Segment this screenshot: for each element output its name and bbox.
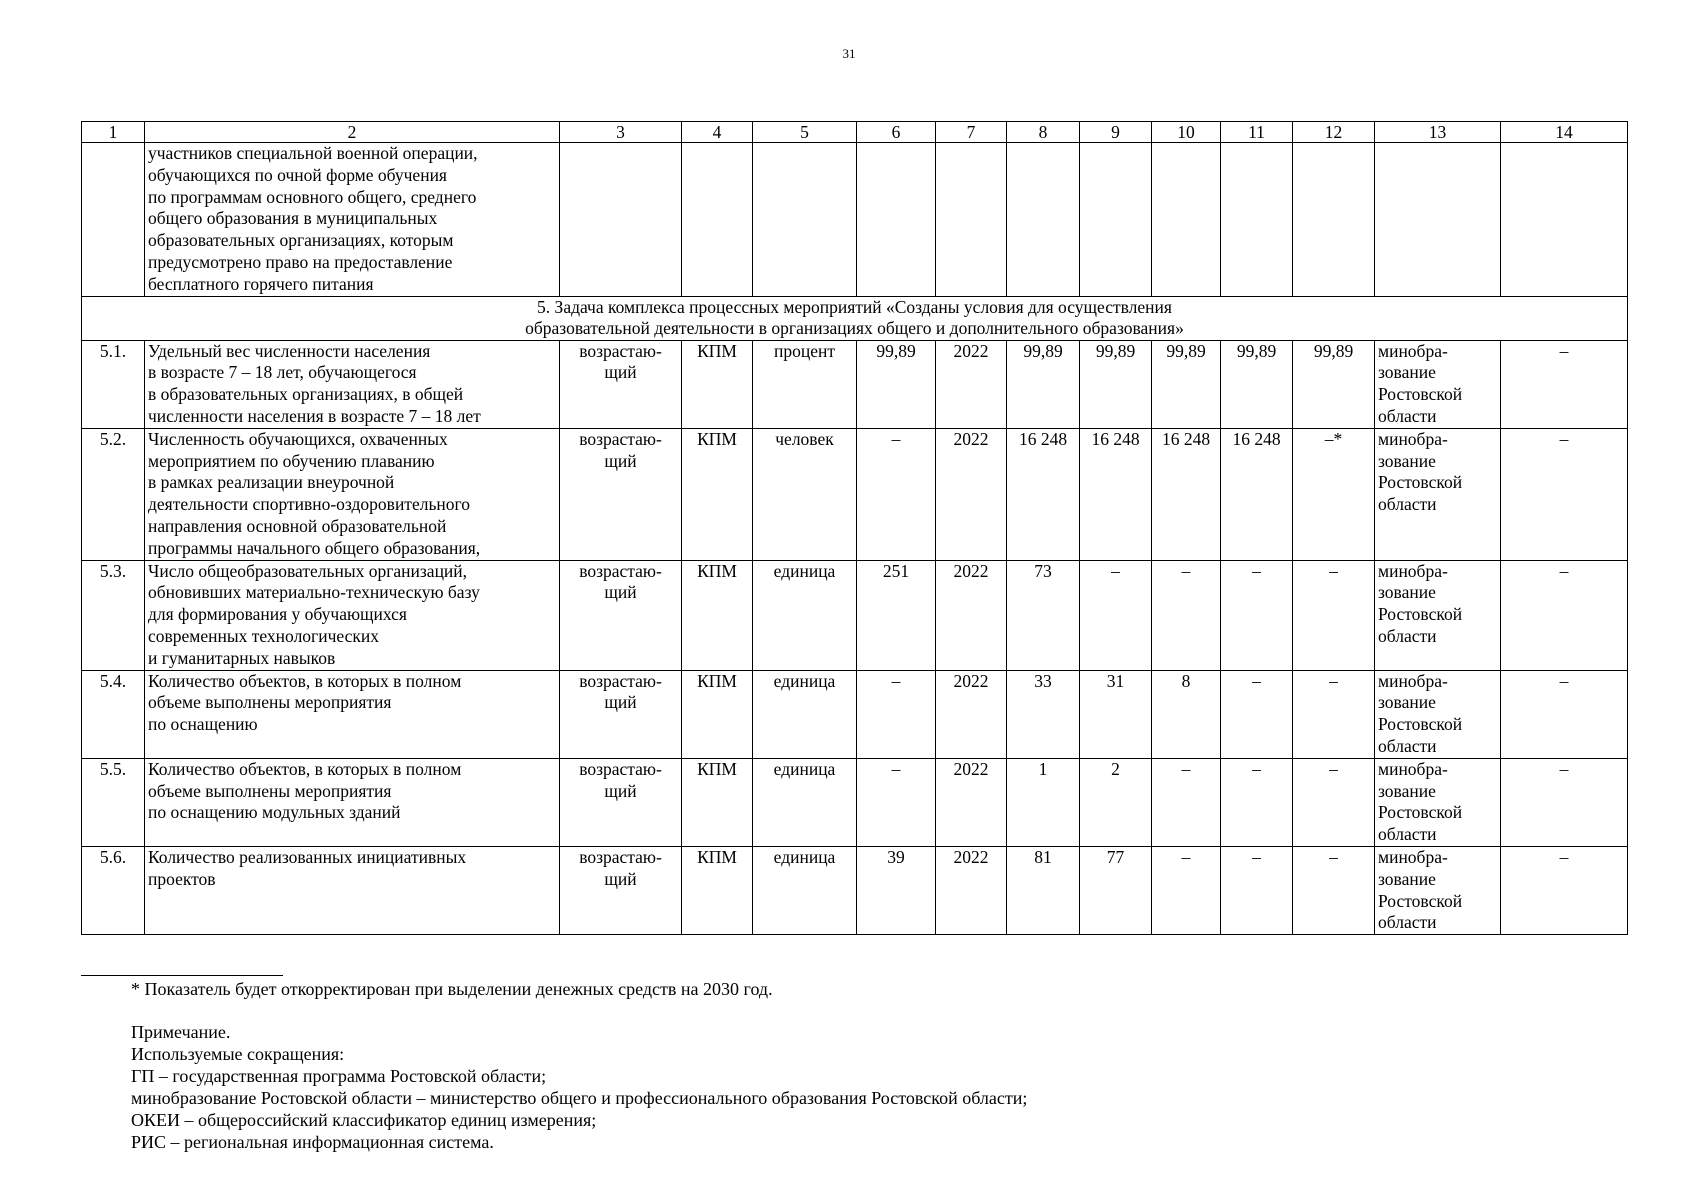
cell-v8: 99,89 [1007, 340, 1080, 428]
cell-level: КПМ [682, 428, 753, 560]
indicator-name-line: проектов [148, 868, 216, 889]
empty-cell [1080, 143, 1152, 297]
responsible-line: зование [1378, 692, 1436, 713]
cell-v9: 31 [1080, 670, 1152, 758]
table-row [82, 670, 1628, 758]
cell-14: – [1501, 670, 1628, 758]
cell-v8: 33 [1007, 670, 1080, 758]
responsible-line: минобра- [1378, 846, 1448, 867]
indicator-name-line: программы начального общего образования, [148, 537, 481, 558]
responsible [1375, 340, 1501, 428]
responsible-line: области [1378, 824, 1437, 845]
section-title [82, 296, 1628, 340]
cell-unit: единица [753, 560, 857, 670]
cell-base: 251 [857, 560, 936, 670]
cell-v10: 99,89 [1152, 340, 1221, 428]
indicator-name-line: Количество объектов, в которых в полном [148, 758, 462, 779]
trend-line: щий [604, 868, 637, 889]
cell-level: КПМ [682, 340, 753, 428]
indicator-name-line: Удельный вес численности населения [148, 340, 431, 361]
indicator-name-line: объеме выполнены мероприятия [148, 780, 392, 801]
cell-v11: 16 248 [1221, 428, 1293, 560]
continuation-row [82, 143, 1628, 297]
row-number: 5.6. [82, 846, 145, 934]
responsible-line: Ростовской [1378, 604, 1463, 625]
trend-line: возрастаю- [579, 428, 662, 449]
cell-base: 39 [857, 846, 936, 934]
cell-base: – [857, 670, 936, 758]
empty-cell [1007, 143, 1080, 297]
responsible-line: Ростовской [1378, 384, 1463, 405]
responsible-line: зование [1378, 450, 1436, 471]
cell-base: 99,89 [857, 340, 936, 428]
indicator-name-line: обновивших материально-техническую базу [148, 582, 480, 603]
responsible-line: области [1378, 735, 1437, 756]
row-number: 5.1. [82, 340, 145, 428]
header-cell: 3 [560, 122, 682, 143]
empty-cell [1152, 143, 1221, 297]
cell-14: – [1501, 758, 1628, 846]
cell-14: – [1501, 340, 1628, 428]
responsible-line: минобра- [1378, 340, 1448, 361]
table-row [82, 428, 1628, 560]
cell-v9: – [1080, 560, 1152, 670]
responsible-line: минобра- [1378, 670, 1448, 691]
cell-v11: – [1221, 670, 1293, 758]
header-cell: 7 [936, 122, 1007, 143]
trend-line: щий [604, 450, 637, 471]
cell-v9: 77 [1080, 846, 1152, 934]
responsible-line: области [1378, 625, 1437, 646]
section-title-line: 5. Задача комплекса процессных мероприятий «Созданы условия для осуществления [537, 296, 1172, 317]
indicator-name-line: в рамках реализации внеурочной [148, 472, 395, 493]
table-row [82, 560, 1628, 670]
notes [131, 1021, 1027, 1153]
header-cell: 12 [1293, 122, 1375, 143]
empty-cell [936, 143, 1007, 297]
responsible-line: зование [1378, 780, 1436, 801]
indicator-name [145, 560, 560, 670]
responsible-line: минобра- [1378, 560, 1448, 581]
trend-line: возрастаю- [579, 846, 662, 867]
trend [560, 560, 682, 670]
page-number: 31 [842, 46, 856, 61]
cell-14: – [1501, 846, 1628, 934]
header-cell: 10 [1152, 122, 1221, 143]
cell-v12: 99,89 [1293, 340, 1375, 428]
cell-v9: 16 248 [1080, 428, 1152, 560]
indicator-name [145, 670, 560, 758]
indicator-name-line: по оснащению модульных зданий [148, 802, 401, 823]
cell-v8: 81 [1007, 846, 1080, 934]
header-cell: 9 [1080, 122, 1152, 143]
empty-cell [1293, 143, 1375, 297]
cell-unit: человек [753, 428, 857, 560]
cell-v11: – [1221, 846, 1293, 934]
indicator-name-line: в возрасте 7 – 18 лет, обучающегося [148, 362, 417, 383]
empty-cell [1501, 143, 1628, 297]
note-line: ОКЕИ – общероссийский классификатор единиц измерения; [131, 1110, 597, 1130]
cell-level: КПМ [682, 758, 753, 846]
responsible-line: области [1378, 494, 1437, 515]
indicator-name-line: в образовательных организациях, в общей [148, 384, 464, 405]
responsible-line: минобра- [1378, 428, 1448, 449]
cell-year: 2022 [936, 340, 1007, 428]
responsible [1375, 670, 1501, 758]
cell-14: – [1501, 428, 1628, 560]
note-line: Примечание. [131, 1022, 231, 1042]
indicator-name [145, 143, 560, 297]
indicator-name [145, 340, 560, 428]
responsible-line: Ростовской [1378, 472, 1463, 493]
empty-cell [1221, 143, 1293, 297]
header-cell: 8 [1007, 122, 1080, 143]
indicator-name-line: деятельности спортивно-оздоровительного [148, 494, 471, 515]
responsible-line: Ростовской [1378, 714, 1463, 735]
cell-v11: – [1221, 560, 1293, 670]
responsible-line: области [1378, 405, 1437, 426]
indicator-name-line: современных технологических [148, 625, 379, 646]
header-cell: 1 [82, 122, 145, 143]
trend-line: возрастаю- [579, 758, 662, 779]
trend-line: возрастаю- [579, 670, 662, 691]
footnote: * Показатель будет откорректирован при выделении денежных средств на 2030 год. [131, 979, 773, 999]
cell-v8: 16 248 [1007, 428, 1080, 560]
indicator-name-line: бесплатного горячего питания [148, 273, 374, 294]
responsible-line: минобра- [1378, 758, 1448, 779]
empty-cell [560, 143, 682, 297]
cell-v10: 16 248 [1152, 428, 1221, 560]
indicator-name [145, 846, 560, 934]
row-number: 5.5. [82, 758, 145, 846]
cell-v11: 99,89 [1221, 340, 1293, 428]
cell-level: КПМ [682, 560, 753, 670]
cell-v10: – [1152, 560, 1221, 670]
note-line: Используемые сокращения: [131, 1044, 345, 1064]
indicator-name [145, 428, 560, 560]
indicator-name-line: направления основной образовательной [148, 515, 447, 536]
responsible-line: зование [1378, 362, 1436, 383]
cell-unit: процент [753, 340, 857, 428]
responsible-line: зование [1378, 582, 1436, 603]
header-cell: 14 [1501, 122, 1628, 143]
header-cell: 6 [857, 122, 936, 143]
indicator-name [145, 758, 560, 846]
note-line: минобразование Ростовской области – министерство общего и профессионального образования Ростовской области; [131, 1088, 1028, 1108]
cell-v10: – [1152, 758, 1221, 846]
empty-cell [857, 143, 936, 297]
trend-line: щий [604, 582, 637, 603]
cell-base: – [857, 758, 936, 846]
trend-line: возрастаю- [579, 560, 662, 581]
responsible-line: Ростовской [1378, 802, 1463, 823]
note-line: ГП – государственная программа Ростовской области; [131, 1066, 547, 1086]
indicator-name-line: мероприятием по обучению плаванию [148, 450, 435, 471]
cell-unit: единица [753, 670, 857, 758]
indicator-name-line: участников специальной военной операции, [148, 143, 478, 163]
indicator-name-line: численности населения в возрасте 7 – 18 лет [148, 405, 481, 426]
indicator-name-line: по оснащению [148, 714, 258, 735]
table-row [82, 846, 1628, 934]
header-cell: 4 [682, 122, 753, 143]
responsible-line: Ростовской [1378, 890, 1463, 911]
trend-line: возрастаю- [579, 340, 662, 361]
header-cell: 2 [145, 122, 560, 143]
empty-cell [753, 143, 857, 297]
cell-v9: 2 [1080, 758, 1152, 846]
cell-v8: 1 [1007, 758, 1080, 846]
cell-v9: 99,89 [1080, 340, 1152, 428]
cell-level: КПМ [682, 670, 753, 758]
indicator-name-line: для формирования у обучающихся [148, 604, 407, 625]
indicator-name-line: по программам основного общего, среднего [148, 186, 477, 207]
indicator-name-line: Количество объектов, в которых в полном [148, 670, 462, 691]
cell-year: 2022 [936, 560, 1007, 670]
table-row [82, 758, 1628, 846]
cell-v12: – [1293, 758, 1375, 846]
trend-line: щий [604, 780, 637, 801]
cell-year: 2022 [936, 758, 1007, 846]
cell-v8: 73 [1007, 560, 1080, 670]
row-number: 5.3. [82, 560, 145, 670]
cell-level: КПМ [682, 846, 753, 934]
cell-v10: 8 [1152, 670, 1221, 758]
section-title-line: образовательной деятельности в организациях общего и дополнительного образования» [525, 318, 1184, 339]
empty-cell [1375, 143, 1501, 297]
trend [560, 670, 682, 758]
indicator-name-line: образовательных организациях, которым [148, 230, 454, 251]
responsible [1375, 428, 1501, 560]
trend-line: щий [604, 692, 637, 713]
cell-v12: – [1293, 670, 1375, 758]
header-cell: 5 [753, 122, 857, 143]
header-row [82, 122, 1628, 143]
trend [560, 846, 682, 934]
cell-14: – [1501, 560, 1628, 670]
trend-line: щий [604, 362, 637, 383]
responsible-line: области [1378, 912, 1437, 933]
section-title-row [82, 296, 1628, 340]
row-number: 5.2. [82, 428, 145, 560]
header-cell: 11 [1221, 122, 1293, 143]
note-line: РИС – региональная информационная система. [131, 1132, 494, 1152]
trend [560, 428, 682, 560]
empty-cell [82, 143, 145, 297]
indicator-name-line: Численность обучающихся, охваченных [148, 428, 448, 449]
indicator-name-line: предусмотрено право на предоставление [148, 251, 453, 272]
cell-unit: единица [753, 846, 857, 934]
responsible [1375, 846, 1501, 934]
empty-cell [682, 143, 753, 297]
cell-year: 2022 [936, 846, 1007, 934]
indicators-table [81, 121, 1628, 935]
cell-v12: – [1293, 560, 1375, 670]
cell-v12: –* [1293, 428, 1375, 560]
header-cell: 13 [1375, 122, 1501, 143]
cell-v12: – [1293, 846, 1375, 934]
indicator-name-line: Число общеобразовательных организаций, [148, 560, 468, 581]
cell-year: 2022 [936, 428, 1007, 560]
cell-base: – [857, 428, 936, 560]
responsible [1375, 560, 1501, 670]
table-row [82, 340, 1628, 428]
indicator-name-line: Количество реализованных инициативных [148, 846, 467, 867]
trend [560, 340, 682, 428]
cell-v10: – [1152, 846, 1221, 934]
footnote-rule [81, 975, 283, 976]
responsible-line: зование [1378, 868, 1436, 889]
trend [560, 758, 682, 846]
row-number: 5.4. [82, 670, 145, 758]
responsible [1375, 758, 1501, 846]
cell-year: 2022 [936, 670, 1007, 758]
cell-unit: единица [753, 758, 857, 846]
indicator-name-line: обучающихся по очной форме обучения [148, 164, 447, 185]
cell-v11: – [1221, 758, 1293, 846]
indicator-name-line: объеме выполнены мероприятия [148, 692, 392, 713]
indicator-name-line: и гуманитарных навыков [148, 647, 336, 668]
indicator-name-line: общего образования в муниципальных [148, 208, 438, 229]
